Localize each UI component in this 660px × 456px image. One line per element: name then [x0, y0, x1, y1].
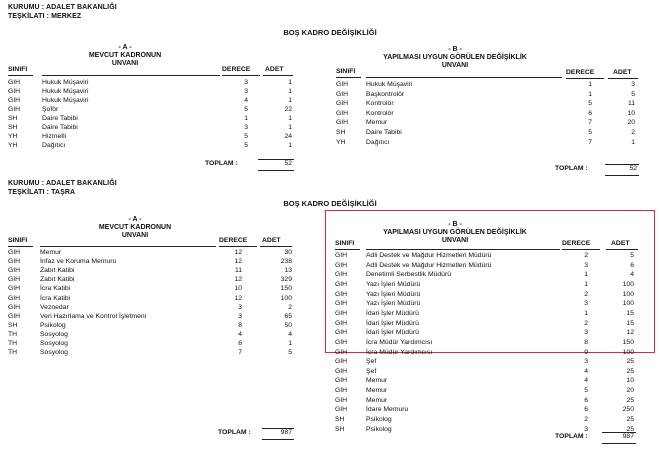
merkez-a-unvani-cell: Daire Tabibi	[42, 124, 78, 131]
tasra-b-derece-cell: 2	[584, 416, 588, 424]
tasra-b-derece-cell: 2	[584, 319, 588, 327]
tasra-b-derece-cell: 6	[584, 396, 588, 404]
tasra-b-unvani-cell: Yazı İşleri Müdürü	[366, 290, 421, 298]
merkez-b-derece-cell: 1	[588, 90, 592, 98]
merkez-a-derece-cell: 3	[244, 88, 248, 95]
tasra-b-adet-cell: 150	[622, 338, 634, 346]
merkez-b-unvani-cell: Daire Tabibi	[366, 129, 402, 136]
tasra-b-sinifi-cell: GIH	[335, 271, 348, 279]
tasra-a-derece-cell: 12	[234, 276, 242, 284]
tasra-b-derece-cell: 8	[584, 338, 588, 346]
tasra-b-table-row	[0, 251, 660, 260]
tasra-a-unvani-cell: Veznedar	[40, 303, 69, 311]
tasra-b-table-row	[0, 309, 660, 318]
tasra-a-adet-cell: 100	[280, 294, 292, 302]
merkez-b-sinifi-cell: GIH	[336, 119, 349, 127]
merkez-b-table-row	[0, 138, 660, 147]
tasra-a-adet-cell: 150	[280, 285, 292, 293]
tasra-b-sinifi-cell: GIH	[335, 358, 348, 366]
merkez-a-adet-cell: 1	[288, 115, 292, 122]
tasra-a-derece-cell: 3	[238, 303, 242, 311]
merkez-a-derece-cell: 1	[244, 115, 248, 122]
merkez-a-unvani-cell: Hizmetli	[42, 133, 67, 140]
tasra-b-heading1: YAPILMASI UYGUN GÖRÜLEN DEĞİŞİKLİK	[383, 229, 527, 236]
tasra-b-adet-cell: 25	[626, 358, 634, 366]
tasra-a-unvani-cell: Psikolog	[40, 321, 66, 329]
merkez-a-derece-cell: 5	[244, 142, 248, 149]
merkez-b-table-row	[0, 90, 660, 99]
tasra-a-sinifi-cell: GIH	[8, 303, 21, 311]
merkez-title: BOŞ KADRO DEĞİŞİKLİĞİ	[283, 28, 377, 37]
tasra-b-derece-cell: 3	[584, 300, 588, 308]
tasra-b-sinifi-cell: SH	[335, 416, 345, 424]
tasra-b-derece-cell: 3	[584, 329, 588, 337]
tasra-a-sinifi-cell: GIH	[8, 285, 21, 293]
tasra-a-adet-cell: 50	[284, 321, 292, 329]
tasra-b-heading2: UNVANI	[441, 237, 469, 244]
merkez-a-adet-cell: 1	[288, 88, 292, 95]
tasra-b-table-row	[0, 348, 660, 357]
tasra-a-sinifi-cell: TH	[8, 330, 18, 338]
tasra-b-unvani-cell: Memur	[366, 377, 388, 385]
tasra-a-derece-cell: 8	[238, 321, 242, 329]
tasra-a-sinifi-cell: GIH	[8, 312, 21, 320]
tasra-b-unvani-cell: Yazı İşleri Müdürü	[366, 280, 421, 288]
tasra-b-adet-cell: 5	[630, 252, 634, 259]
tasra-a-sinifi-header: SINIFI	[8, 237, 28, 244]
tasra-b-table-row	[0, 280, 660, 289]
tasra-b-adet-cell: 100	[622, 280, 634, 288]
merkez-b-table-row	[0, 99, 660, 108]
tasra-a-derece-cell: 12	[234, 249, 242, 256]
tasra-a-heading1: MEVCUT KADRONUN	[98, 224, 172, 231]
tasra-a-unvani-cell: Zabıt Katibi	[40, 267, 75, 275]
merkez-b-adet-cell: 11	[627, 100, 635, 108]
tasra-b-table-row	[0, 376, 660, 385]
tasra-b-adet-header: ADET	[611, 240, 630, 247]
tasra-a-adet-cell: 238	[280, 258, 292, 266]
tasra-b-adet-cell: 25	[626, 416, 634, 424]
tasra-a-sinifi-cell: GIH	[8, 249, 21, 256]
tasra-b-adet-cell: 100	[622, 348, 634, 356]
tasra-a-sinifi-cell: GIH	[8, 267, 21, 275]
tasra-a-sinifi-cell: TH	[8, 349, 18, 357]
tasra-b-table-row	[0, 386, 660, 395]
merkez-a-sinifi-cell: GIH	[8, 106, 21, 113]
merkez-b-adet-cell: 2	[631, 129, 635, 136]
tasra-b-derece-cell: 9	[584, 348, 588, 356]
tasra-b-sinifi-cell: GIH	[335, 348, 348, 356]
tasra-b-unvani-cell: Denetimli Serbestlik Müdürü	[366, 271, 451, 279]
merkez-a-adet-cell: 1	[288, 79, 292, 86]
merkez-b-adet-cell: 5	[631, 90, 635, 98]
tasra-a-heading2: UNVANI	[121, 232, 149, 239]
tasra-b-adet-cell: 4	[630, 271, 634, 279]
merkez-a-heading1: MEVCUT KADRONUN	[88, 52, 162, 59]
tasra-b-derece-cell: 3	[584, 425, 588, 433]
merkez-a-heading2: UNVANI	[111, 60, 139, 67]
tasra-a-adet-cell: 5	[288, 349, 292, 357]
merkez-a-sinifi-cell: SH	[8, 124, 18, 131]
merkez-b-heading2: UNVANI	[441, 62, 469, 69]
merkez-a-sinifi-cell: GIH	[8, 97, 21, 104]
tasra-teskilati: TEŞKİLATI : TAŞRA	[8, 189, 76, 196]
merkez-b-derece-cell: 7	[588, 119, 592, 127]
tasra-b-unvani-cell: Memur	[366, 387, 388, 395]
tasra-a-derece-cell: 7	[238, 349, 242, 357]
tasra-b-unvani-cell: İdari İşler Müdürü	[366, 329, 419, 337]
tasra-b-unvani-cell: Şef	[366, 358, 377, 366]
tasra-b-sinifi-cell: GIH	[335, 396, 348, 404]
merkez-a-unvani-cell: Hukuk Müşaviri	[42, 79, 89, 86]
tasra-b-derece-cell: 3	[584, 261, 588, 269]
tasra-b-adet-cell: 250	[622, 406, 634, 414]
tasra-b-derece-cell: 1	[584, 271, 588, 279]
merkez-a-unvani-cell: Dağıtıcı	[42, 142, 66, 149]
tasra-a-toplam: 987	[280, 429, 292, 436]
merkez-a-letter: - A -	[118, 44, 132, 51]
tasra-b-sinifi-cell: GIH	[335, 329, 348, 337]
tasra-b-adet-cell: 100	[622, 300, 634, 308]
tasra-b-unvani-cell: İcra Müdür Yardımcısı	[366, 348, 433, 356]
merkez-a-adet-cell: 24	[284, 133, 292, 140]
merkez-a-adet-cell: 1	[288, 97, 292, 104]
merkez-b-adet-cell: 1	[631, 138, 635, 146]
tasra-title: BOŞ KADRO DEĞİŞİKLİĞİ	[283, 199, 377, 208]
merkez-b-adet-header: ADET	[613, 69, 632, 76]
tasra-b-unvani-cell: İdari İşler Müdürü	[366, 319, 419, 327]
tasra-a-unvani-cell: Sosyolog	[40, 340, 68, 347]
tasra-b-adet-cell: 12	[626, 329, 634, 337]
tasra-b-table-row	[0, 415, 660, 424]
tasra-b-unvani-cell: Şef	[366, 367, 377, 375]
merkez-b-unvani-cell: Memur	[366, 119, 388, 127]
tasra-b-adet-cell: 15	[626, 319, 634, 327]
merkez-a-unvani-cell: Daire Tabibi	[42, 115, 78, 122]
merkez-a-sinifi-cell: YH	[8, 142, 18, 149]
tasra-a-derece-header: DERECE	[219, 237, 248, 244]
merkez-b-adet-cell: 20	[627, 119, 635, 127]
merkez-a-sinifi-cell: GIH	[8, 79, 21, 86]
tasra-b-table-row	[0, 319, 660, 328]
merkez-b-derece-cell: 5	[588, 129, 592, 136]
tasra-b-sinifi-cell: GIH	[335, 387, 348, 395]
merkez-a-adet-cell: 1	[288, 142, 292, 149]
tasra-b-table-row	[0, 405, 660, 414]
tasra-b-unvani-cell: İdare Memuru	[366, 406, 409, 414]
merkez-a-unvani-cell: Hukuk Müşaviri	[42, 97, 89, 104]
tasra-b-sinifi-cell: GIH	[335, 300, 348, 308]
tasra-b-toplam-label: TOPLAM :	[555, 433, 588, 440]
merkez-b-heading1: YAPILMASI UYGUN GÖRÜLEN DEĞİŞİKLİK	[383, 54, 527, 61]
merkez-b-table-row	[0, 109, 660, 118]
merkez-b-sinifi-cell: GIH	[336, 90, 349, 98]
tasra-a-adet-cell: 4	[288, 330, 292, 338]
merkez-b-sinifi-header: SINIFI	[336, 68, 356, 75]
tasra-a-unvani-cell: Sosyolog	[40, 330, 68, 338]
merkez-b-sinifi-cell: GIH	[336, 109, 349, 117]
tasra-b-table-row	[0, 367, 660, 376]
merkez-kurumu: KURUMU : ADALET BAKANLIĞI	[8, 4, 117, 11]
tasra-a-derece-cell: 11	[234, 267, 242, 275]
tasra-b-sinifi-cell: GIH	[335, 319, 348, 327]
tasra-a-sinifi-cell: SH	[8, 321, 18, 329]
merkez-b-toplam: 52	[629, 165, 637, 172]
tasra-b-table-row	[0, 290, 660, 299]
merkez-b-table-row	[0, 80, 660, 89]
tasra-a-unvani-cell: Memur	[40, 249, 62, 256]
tasra-b-sinifi-cell: GIH	[335, 252, 348, 259]
tasra-a-unvani-cell: Veri Hazırlama ve Kontrol İşletmeni	[40, 312, 147, 320]
merkez-b-derece-cell: 7	[588, 138, 592, 146]
tasra-b-derece-header: DERECE	[562, 240, 591, 247]
merkez-a-adet-cell: 1	[288, 124, 292, 131]
merkez-b-sinifi-cell: GIH	[336, 81, 349, 88]
tasra-a-unvani-cell: İcra Katibi	[40, 294, 71, 302]
tasra-b-derece-cell: 1	[584, 309, 588, 317]
merkez-a-adet-cell: 22	[284, 106, 292, 113]
tasra-b-derece-cell: 3	[584, 358, 588, 366]
tasra-a-adet-cell: 1	[288, 340, 292, 347]
tasra-b-adet-cell: 25	[626, 425, 634, 433]
tasra-b-unvani-cell: Memur	[366, 396, 388, 404]
merkez-b-unvani-cell: Başkontrolör	[366, 90, 405, 98]
tasra-b-unvani-cell: Psikolog	[366, 425, 392, 433]
tasra-b-sinifi-cell: GIH	[335, 367, 348, 375]
tasra-b-table-row	[0, 357, 660, 366]
tasra-a-adet-cell: 65	[284, 312, 292, 320]
tasra-b-letter: - B -	[448, 221, 462, 228]
tasra-b-sinifi-cell: GIH	[335, 338, 348, 346]
merkez-a-unvani-cell: Şoför	[42, 106, 59, 113]
merkez-b-derece-cell: 5	[588, 100, 592, 108]
tasra-a-adet-cell: 13	[284, 267, 292, 275]
tasra-b-unvani-cell: Adli Destek ve Mağdur Hizmetleri Müdürü	[366, 252, 492, 259]
tasra-a-sinifi-cell: GIH	[8, 258, 21, 266]
tasra-b-sinifi-cell: GIH	[335, 309, 348, 317]
merkez-b-derece-cell: 6	[588, 109, 592, 117]
tasra-a-unvani-cell: İnfaz ve Koruma Memuru	[40, 258, 117, 266]
tasra-b-table-row	[0, 338, 660, 347]
tasra-b-table-row	[0, 270, 660, 279]
merkez-b-sinifi-cell: YH	[336, 138, 346, 146]
tasra-b-table-row	[0, 328, 660, 337]
merkez-a-unvani-cell: Hukuk Müşaviri	[42, 88, 89, 95]
merkez-a-sinifi-cell: SH	[8, 115, 18, 122]
merkez-b-table-row	[0, 128, 660, 137]
tasra-b-adet-cell: 100	[622, 290, 634, 298]
tasra-a-derece-cell: 6	[238, 340, 242, 347]
tasra-b-sinifi-cell: GIH	[335, 377, 348, 385]
merkez-a-sinifi-cell: YH	[8, 133, 18, 140]
merkez-b-sinifi-cell: SH	[336, 129, 346, 136]
tasra-b-adet-cell: 15	[626, 309, 634, 317]
merkez-b-toplam-label: TOPLAM :	[555, 165, 588, 172]
tasra-b-table-row	[0, 396, 660, 405]
merkez-a-adet-header: ADET	[265, 66, 284, 73]
tasra-b-unvani-cell: Psikolog	[366, 416, 392, 424]
merkez-b-adet-cell: 10	[627, 109, 635, 117]
merkez-b-unvani-cell: Kontrolör	[366, 100, 394, 108]
tasra-b-unvani-cell: İcra Müdür Yardımcısı	[366, 338, 433, 346]
tasra-a-sinifi-cell: GIH	[8, 276, 21, 284]
merkez-a-derece-cell: 5	[244, 106, 248, 113]
tasra-b-unvani-cell: Yazı İşleri Müdürü	[366, 300, 421, 308]
tasra-b-table-row	[0, 299, 660, 308]
tasra-a-derece-cell: 12	[234, 258, 242, 266]
merkez-b-unvani-cell: Dağıtıcı	[366, 138, 390, 146]
tasra-b-adet-cell: 25	[626, 396, 634, 404]
tasra-a-unvani-cell: Zabıt Katibi	[40, 276, 75, 284]
merkez-b-derece-header: DERECE	[566, 69, 595, 76]
tasra-a-toplam-label: TOPLAM :	[218, 429, 251, 436]
merkez-b-unvani-cell: Kontrolör	[366, 109, 394, 117]
merkez-b-letter: - B -	[448, 46, 462, 53]
tasra-b-derece-cell: 2	[584, 290, 588, 298]
tasra-b-derece-cell: 5	[584, 387, 588, 395]
merkez-a-toplam-label: TOPLAM :	[205, 160, 238, 167]
tasra-b-adet-cell: 25	[626, 367, 634, 375]
tasra-b-unvani-cell: İdari İşler Müdürü	[366, 309, 419, 317]
tasra-b-sinifi-cell: SH	[335, 425, 345, 433]
tasra-b-adet-cell: 20	[626, 387, 634, 395]
tasra-b-toplam: 987	[622, 433, 634, 440]
tasra-b-sinifi-cell: GIH	[335, 406, 348, 414]
merkez-a-derece-cell: 3	[244, 124, 248, 131]
merkez-a-derece-header: DERECE	[222, 66, 251, 73]
tasra-b-derece-cell: 6	[584, 406, 588, 414]
merkez-b-table-row	[0, 118, 660, 127]
tasra-a-derece-cell: 10	[234, 285, 242, 293]
tasra-b-unvani-cell: Adli Destek ve Mağdur Hizmetleri Müdürü	[366, 261, 492, 269]
tasra-a-derece-cell: 4	[238, 330, 242, 338]
tasra-b-sinifi-cell: GIH	[335, 290, 348, 298]
tasra-b-sinifi-cell: GIH	[335, 280, 348, 288]
merkez-teskilati: TEŞKİLATI : MERKEZ	[8, 13, 82, 20]
tasra-a-adet-cell: 2	[288, 303, 292, 311]
tasra-a-adet-cell: 30	[284, 249, 292, 256]
merkez-b-unvani-cell: Hukuk Müşaviri	[366, 81, 413, 88]
merkez-a-derece-cell: 5	[244, 133, 248, 140]
tasra-a-adet-cell: 329	[280, 276, 292, 284]
merkez-b-derece-cell: 1	[588, 81, 592, 88]
tasra-b-sinifi-header: SINIFI	[335, 240, 355, 247]
tasra-a-sinifi-cell: TH	[8, 340, 18, 347]
tasra-b-derece-cell: 4	[584, 367, 588, 375]
tasra-b-table-row	[0, 261, 660, 270]
tasra-a-unvani-cell: İcra Katibi	[40, 285, 71, 293]
tasra-b-adet-cell: 10	[626, 377, 634, 385]
tasra-a-adet-header: ADET	[262, 237, 281, 244]
tasra-kurumu: KURUMU : ADALET BAKANLIĞI	[8, 180, 117, 187]
tasra-a-derece-cell: 12	[234, 294, 242, 302]
tasra-a-unvani-cell: Sosyolog	[40, 349, 68, 357]
merkez-a-derece-cell: 4	[244, 97, 248, 104]
tasra-a-sinifi-cell: GIH	[8, 294, 21, 302]
merkez-a-sinifi-cell: GIH	[8, 88, 21, 95]
tasra-b-derece-cell: 2	[584, 252, 588, 259]
merkez-b-adet-cell: 3	[631, 81, 635, 88]
merkez-a-sinifi-header: SINIFI	[8, 66, 28, 73]
tasra-b-derece-cell: 1	[584, 280, 588, 288]
tasra-b-derece-cell: 4	[584, 377, 588, 385]
tasra-a-letter: - A -	[128, 216, 142, 223]
merkez-a-toplam: 52	[284, 160, 292, 167]
tasra-a-derece-cell: 3	[238, 312, 242, 320]
tasra-b-sinifi-cell: GIH	[335, 261, 348, 269]
merkez-b-sinifi-cell: GIH	[336, 100, 349, 108]
tasra-b-adet-cell: 6	[630, 261, 634, 269]
merkez-a-derece-cell: 3	[244, 79, 248, 86]
